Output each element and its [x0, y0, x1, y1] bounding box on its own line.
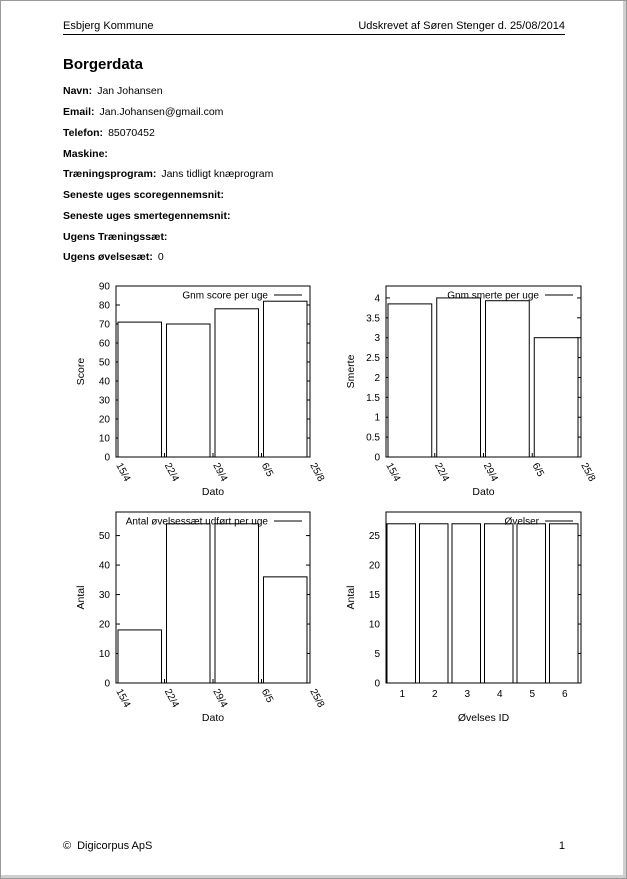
- bar: [215, 524, 259, 683]
- y-tick-label: 4: [374, 293, 380, 305]
- x-tick-label: 1: [399, 689, 406, 700]
- chart-3: [75, 512, 326, 724]
- y-tick-label: 20: [98, 619, 110, 631]
- field-email-value: Jan.Johansen@gmail.com: [99, 106, 224, 118]
- x-axis-label: Dato: [201, 486, 225, 498]
- page-title: Borgerdata: [63, 56, 144, 73]
- y-tick-label: 25: [368, 531, 380, 543]
- y-tick-label: 90: [98, 281, 110, 293]
- x-tick-label: 22/4: [161, 461, 181, 484]
- field-email-label: Email:: [63, 106, 95, 118]
- legend-label: Gnm smerte per uge: [447, 290, 539, 302]
- field-phone-label: Telefon:: [63, 127, 104, 139]
- bar: [550, 524, 579, 683]
- y-tick-label: 20: [98, 414, 110, 426]
- y-tick-label: 0: [104, 452, 110, 464]
- header-printed-by: Udskrevet af Søren Stenger d. 25/08/2014: [358, 20, 565, 32]
- y-tick-label: 2.5: [366, 353, 380, 365]
- footer-page-number: 1: [558, 840, 565, 852]
- x-tick-label: 25/8: [578, 461, 598, 484]
- field-training-sets-label: Ugens Træningssæt:: [63, 231, 168, 243]
- y-tick-label: 1.5: [366, 392, 380, 404]
- bar: [388, 304, 432, 457]
- bar: [118, 630, 162, 683]
- bar: [420, 524, 449, 683]
- footer-company: [63, 840, 152, 852]
- field-exercise-sets-label: Ugens øvelsesæt:: [63, 251, 153, 263]
- x-tick-label: 25/8: [307, 461, 327, 484]
- field-name-value: Jan Johansen: [97, 85, 163, 97]
- y-axis-label: Antal: [345, 585, 357, 610]
- bar: [118, 322, 162, 457]
- bar: [387, 524, 416, 683]
- x-tick-label: 25/8: [307, 687, 327, 710]
- bar: [486, 301, 530, 457]
- footer-company-name: Digicorpus ApS: [77, 840, 153, 852]
- y-tick-label: 0: [374, 678, 380, 690]
- chart-1: [75, 282, 326, 499]
- x-tick-label: 4: [496, 689, 503, 700]
- bar: [167, 324, 211, 457]
- x-tick-label: 6: [561, 689, 568, 700]
- y-tick-label: 80: [98, 300, 110, 312]
- x-tick-label: 29/4: [210, 687, 230, 710]
- y-tick-label: 10: [98, 433, 110, 445]
- y-tick-label: 30: [98, 395, 110, 407]
- y-tick-label: 30: [98, 590, 110, 602]
- legend-label: Antal øvelsessæt udført per uge: [125, 516, 268, 528]
- x-tick-label: 2: [431, 689, 438, 700]
- field-score-avg-label: Seneste uges scoregennemsnit:: [63, 189, 225, 201]
- bar: [534, 338, 578, 457]
- copyright-icon: ©: [63, 840, 72, 852]
- legend-label: Øvelser: [504, 516, 539, 528]
- bar: [215, 309, 259, 457]
- y-tick-label: 2: [374, 372, 380, 384]
- field-program-label: Træningsprogram:: [63, 168, 157, 180]
- header-municipality: Esbjerg Kommune: [63, 20, 154, 32]
- x-tick-label: 6/5: [258, 687, 276, 705]
- bar: [452, 524, 481, 683]
- y-tick-label: 0: [104, 678, 110, 690]
- y-axis-label: Smerte: [345, 354, 357, 389]
- y-tick-label: 60: [98, 338, 110, 350]
- y-axis-label: Antal: [75, 585, 87, 610]
- y-tick-label: 0.5: [366, 432, 380, 444]
- x-tick-label: 3: [464, 689, 471, 700]
- y-tick-label: 5: [374, 649, 380, 661]
- x-tick-label: 6/5: [258, 461, 276, 479]
- x-tick-label: 22/4: [161, 687, 181, 710]
- bar: [485, 524, 514, 683]
- y-tick-label: 3.5: [366, 313, 380, 325]
- x-tick-label: 15/4: [383, 461, 403, 484]
- y-tick-label: 50: [98, 531, 110, 543]
- legend-label: Gnm score per uge: [182, 290, 268, 302]
- y-tick-label: 0: [374, 452, 380, 464]
- x-axis-label: Dato: [201, 712, 225, 724]
- y-tick-label: 50: [98, 357, 110, 369]
- x-tick-label: 6/5: [529, 461, 546, 479]
- y-tick-label: 20: [368, 560, 380, 572]
- x-tick-label: 22/4: [432, 461, 451, 484]
- bar: [264, 301, 308, 457]
- x-tick-label: 29/4: [480, 461, 500, 484]
- field-name-label: Navn:: [63, 85, 93, 97]
- chart-2: [345, 286, 597, 498]
- field-pain-avg-label: Seneste uges smertegennemsnit:: [63, 210, 231, 222]
- bar: [517, 524, 546, 683]
- y-tick-label: 70: [98, 319, 110, 331]
- x-tick-label: 29/4: [210, 461, 230, 484]
- x-axis-label: Øvelses ID: [457, 712, 510, 724]
- field-machine-label: Maskine:: [63, 148, 108, 160]
- field-phone-value: 85070452: [108, 127, 155, 139]
- x-tick-label: 5: [529, 689, 536, 700]
- y-axis-label: Score: [75, 357, 87, 386]
- x-tick-label: 15/4: [113, 687, 133, 710]
- chart-4: [345, 512, 581, 724]
- y-tick-label: 1: [374, 412, 380, 424]
- y-tick-label: 40: [98, 560, 110, 572]
- bar: [437, 298, 481, 457]
- y-tick-label: 40: [98, 376, 110, 388]
- field-exercise-sets-value: 0: [157, 251, 164, 263]
- y-tick-label: 15: [368, 590, 380, 602]
- x-axis-label: Dato: [472, 486, 495, 498]
- bar: [264, 577, 308, 683]
- x-tick-label: 15/4: [113, 461, 133, 484]
- y-tick-label: 10: [98, 649, 110, 661]
- bar: [167, 524, 211, 683]
- field-program-value: Jans tidligt knæprogram: [161, 168, 274, 180]
- y-tick-label: 10: [368, 619, 380, 631]
- y-tick-label: 3: [374, 333, 380, 345]
